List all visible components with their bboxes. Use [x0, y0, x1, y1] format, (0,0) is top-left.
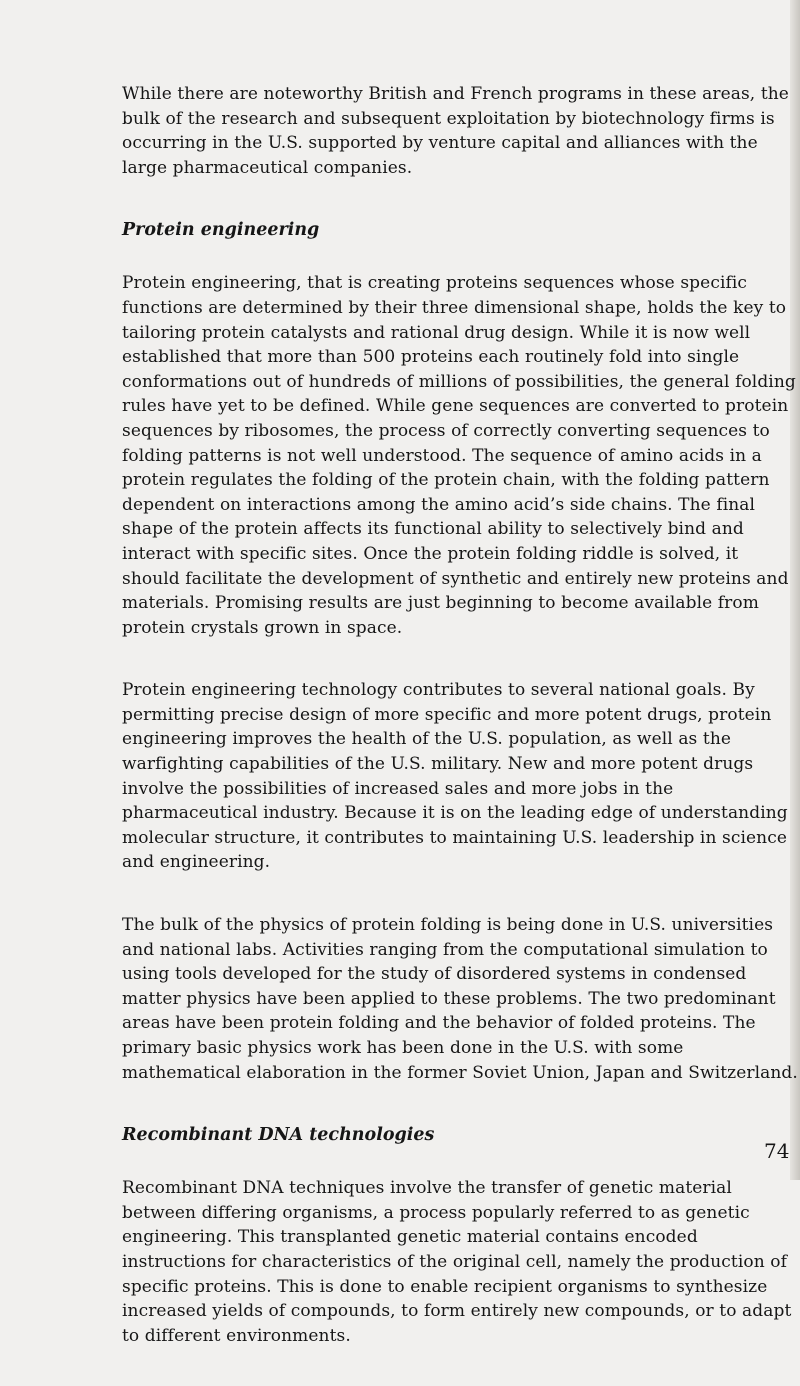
dna-paragraph-1: Recombinant DNA techniques involve the transfer of genetic material between differing organisms, a process popularly referred to as genetic engineering. This transplanted genetic material contains encoded instructions for characteristics of the original cell, namely the production of specific proteins. This is done to enable recipient organisms to synthesize increased yields of compounds, to form entirely new compounds, or to adapt to different environments.: [122, 1178, 792, 1346]
protein-paragraph-3: The bulk of the physics of protein folding is being done in U.S. universities and national labs. Activities ranging from the computational simulation to using tools developed for the study of disordered systems in condensed matter physics have been applied to these problems. The two predominant areas have been protein folding and the behavior of folded proteins. The primary basic physics work has been done in the U.S. with some mathematical elaboration in the former Soviet Union, Japan and Switzerland.: [122, 915, 798, 1083]
page-number: 74: [764, 1139, 790, 1163]
section-heading-protein-engineering: Protein engineering: [122, 220, 320, 241]
intro-paragraph: While there are noteworthy British and French programs in these areas, the bulk of the research and subsequent exploitation by biotechnology firms is occurring in the U.S. supported by venture capital and alliances with the large pharmaceutical companies.: [122, 84, 789, 178]
protein-paragraph-2: Protein engineering technology contributes to several national goals. By permitting precise design of more specific and more potent drugs, protein engineering improves the health of the U.S. population, as well as the warfighting capabilities of the U.S. military. New and more potent drugs involve the possibilities of increased sales and more jobs in the pharmaceutical industry. Because it is on the leading edge of understanding molecular structure, it contributes to maintaining U.S. leadership in science and engineering.: [122, 680, 788, 873]
protein-paragraph-1: Protein engineering, that is creating proteins sequences whose specific functions are determined by their three dimensional shape, holds the key to tailoring protein catalysts and rational drug design. While it is now well established that more than 500 proteins each routinely fold into single conformations out of hundreds of millions of possibilities, the general folding rules have yet to be defined. While gene sequences are converted to protein sequences by ribosomes, the process of correctly converting sequences to folding patterns is not well understood. The sequence of amino acids in a protein regulates the folding of the protein chain, with the folding pattern dependent on interactions among the amino acid’s side chains. The final shape of the protein affects its functional ability to selectively bind and interact with specific sites. Once the protein folding riddle is solved, it should facilitate the development of synthetic and entirely new proteins and materials. Promising results are just beginning to become available from protein crystals grown in space.: [122, 273, 796, 638]
document-body: [122, 82, 798, 1386]
section-heading-recombinant-dna: Recombinant DNA technologies: [122, 1125, 435, 1146]
